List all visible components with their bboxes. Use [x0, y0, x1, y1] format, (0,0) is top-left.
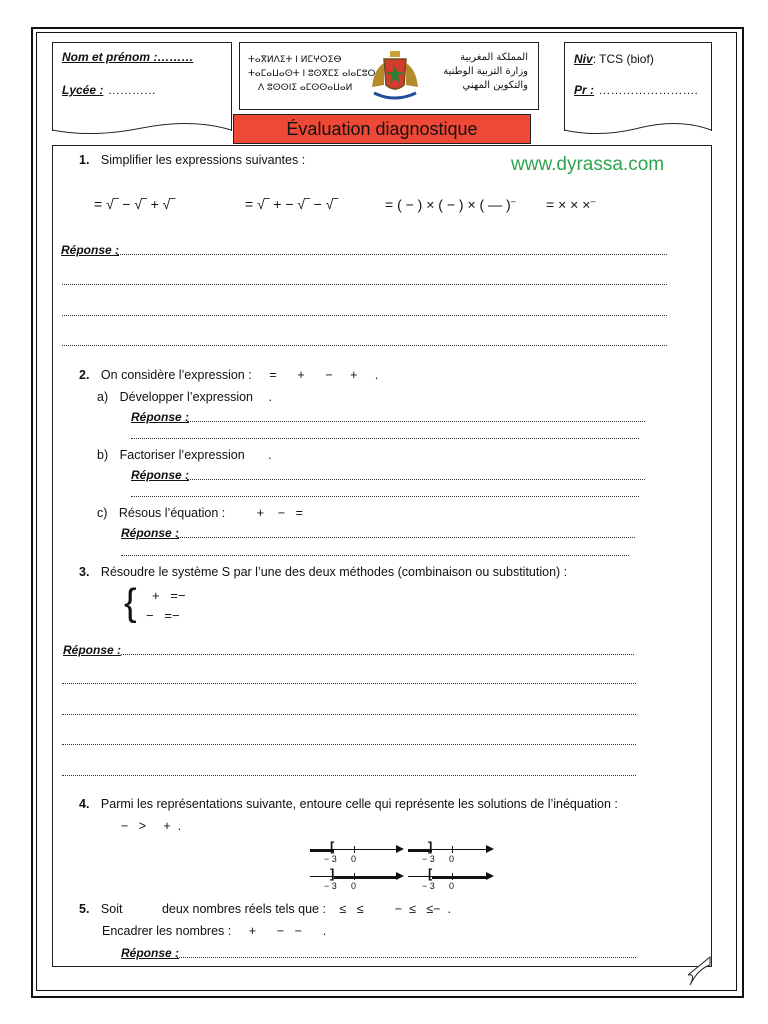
niv-value: : TCS (biof)	[592, 52, 654, 66]
q1-expression-d-exponent: –	[590, 196, 596, 206]
q3-text: Résoudre le système S par l’une des deux méthodes (combinaison ou substitution) :	[100, 565, 568, 579]
answer-line[interactable]	[177, 957, 636, 958]
q1-expression-b: = √‾ + − √‾ − √‾	[245, 196, 339, 212]
tifinagh-line-1: ⵜⴰⴳⵍⴷⵉⵜ ⵏ ⵍⵎⵖⵔⵉⴱ	[248, 55, 342, 65]
pr-label: Pr :	[574, 83, 595, 97]
q3-statement	[79, 565, 567, 579]
lycee-dots: …………	[107, 83, 156, 97]
ministry-header-box	[239, 42, 539, 110]
arabic-line-2: وزارة التربية الوطنية	[443, 66, 528, 77]
answer-line[interactable]	[177, 537, 635, 538]
number-line-option-3[interactable]: ] − 3 0	[310, 870, 410, 894]
system-brace: {	[124, 582, 137, 624]
pr-row	[574, 81, 698, 99]
niv-label: Niv	[574, 52, 593, 66]
answer-line[interactable]	[62, 775, 636, 776]
answer-line[interactable]	[62, 714, 636, 715]
q2-statement	[79, 368, 378, 382]
tifinagh-line-3: ⴷ ⵓⵙⵙⵏⵉ ⴰⵎⵙⵙⴰⵡⴰⵍ	[258, 83, 353, 93]
answer-line[interactable]	[187, 421, 645, 422]
q4-statement	[79, 797, 618, 811]
answer-line[interactable]	[131, 438, 639, 439]
q2a-answer-label: Réponse :	[131, 410, 190, 424]
q5-line-2	[102, 924, 326, 938]
q2b-tail: .	[268, 448, 272, 462]
answer-line[interactable]	[187, 479, 645, 480]
q5-text-a: Soit	[100, 902, 123, 916]
system-line-2: − =−	[146, 608, 180, 623]
answer-line[interactable]	[121, 555, 629, 556]
answer-line[interactable]	[121, 654, 634, 655]
lycee-label: Lycée :	[62, 83, 104, 97]
q1-text: Simplifier les expressions suivantes :	[100, 153, 306, 167]
answer-line[interactable]	[62, 315, 667, 316]
q2c-text: Résous l’équation :	[118, 506, 226, 520]
q2b-statement	[97, 448, 272, 462]
q5-statement	[79, 902, 451, 916]
q3-number: 3.	[79, 565, 90, 579]
tick-label-0: 0	[351, 881, 357, 891]
page-title: Évaluation diagnostique	[233, 114, 531, 144]
q2-text: On considère l’expression :	[100, 368, 252, 382]
tick-label-minus-3: − 3	[422, 881, 435, 891]
right-box-curl	[564, 118, 712, 138]
q5-line-2-text: Encadrer les nombres :	[102, 924, 232, 938]
tick-label-0: 0	[449, 854, 455, 864]
number-line-option-2[interactable]: ] − 3 0	[408, 843, 508, 867]
q2-number: 2.	[79, 368, 90, 382]
q2-expression: = + − + .	[269, 368, 379, 382]
q3-answer-label: Réponse :	[63, 643, 122, 657]
q1-expression-d-body: = × × ×	[546, 196, 591, 213]
q5-condition: ≤ ≤ − ≤ ≤− .	[339, 902, 451, 916]
q5-number: 5.	[79, 902, 90, 916]
tick-label-minus-3: − 3	[422, 854, 435, 864]
q2a-letter: a)	[97, 390, 109, 404]
arabic-line-3: والتكوين المهني	[462, 80, 528, 91]
number-line-option-4[interactable]: [ − 3 0	[408, 870, 508, 894]
left-box-curl	[52, 118, 232, 138]
q1-number: 1.	[79, 153, 90, 167]
q4-number: 4.	[79, 797, 90, 811]
q5-answer-label: Réponse :	[121, 946, 180, 960]
answer-line[interactable]	[117, 254, 667, 255]
q1-expression-c	[385, 196, 516, 213]
name-label: Nom et prénom :………	[62, 50, 194, 64]
q1-expression-c-exponent: –	[510, 196, 516, 206]
q2a-tail: .	[268, 390, 272, 404]
answer-line[interactable]	[62, 683, 636, 684]
arabic-line-1: المملكة المغربية	[460, 52, 528, 63]
q4-inequality: − > + .	[121, 819, 182, 833]
lycee-row	[62, 81, 156, 99]
q4-text: Parmi les représentations suivante, entoure celle qui représente les solutions de l’inéquation :	[100, 797, 618, 811]
answer-line[interactable]	[131, 496, 639, 497]
q2b-text: Factoriser l’expression	[119, 448, 245, 462]
page-curl-corner	[684, 955, 712, 989]
niv-row	[574, 50, 654, 68]
moroccan-coat-of-arms-icon	[370, 47, 420, 103]
q2c-answer-label: Réponse :	[121, 526, 180, 540]
tick-label-0: 0	[351, 854, 357, 864]
answer-line[interactable]	[62, 345, 667, 346]
tick-label-0: 0	[449, 881, 455, 891]
q2c-letter: c)	[97, 506, 108, 520]
answer-line[interactable]	[62, 744, 636, 745]
q2b-letter: b)	[97, 448, 109, 462]
system-line-1: + =−	[152, 588, 186, 603]
q2b-answer-label: Réponse :	[131, 468, 190, 482]
q1-answer-label: Réponse :	[61, 243, 120, 257]
q5-text-b: deux nombres réels tels que :	[161, 902, 326, 916]
tick-label-minus-3: − 3	[324, 854, 337, 864]
answer-line[interactable]	[62, 284, 667, 285]
tifinagh-line-2: ⵜⴰⵎⴰⵡⴰⵙⵜ ⵏ ⵓⵙⴳⵎⵉ ⴰⵏⴰⵎⵓⵔ	[248, 69, 376, 79]
q1-statement	[79, 153, 305, 167]
pr-dots: …………………….	[598, 83, 698, 97]
q1-expression-d	[546, 196, 595, 213]
q2a-statement	[97, 390, 272, 404]
q5-line-2-expression: + − − .	[248, 924, 327, 938]
watermark-url: www.dyrassa.com	[511, 154, 665, 175]
q1-expression-a: = √‾ − √‾ + √‾	[94, 196, 176, 212]
q2c-expression: + − =	[256, 506, 303, 520]
q2c-statement	[97, 506, 303, 520]
q2a-text: Développer l’expression	[119, 390, 254, 404]
q1-expression-c-body: = ( − ) × ( − ) × ( — )	[385, 196, 511, 213]
tick-label-minus-3: − 3	[324, 881, 337, 891]
number-line-option-1[interactable]: [ − 3 0	[310, 843, 410, 867]
